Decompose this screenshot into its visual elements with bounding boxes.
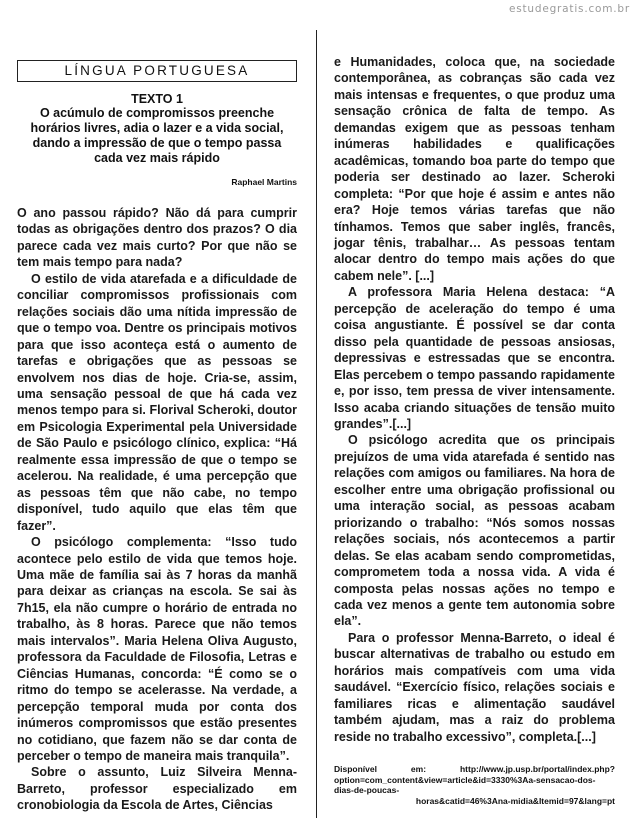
paragraph: A professora Maria Helena destaca: “A percepção de aceleração do tempo é uma coisa angustiante. É possível se dar conta disso pela quantidade de pessoas ansiosas, depressivas e estressadas que se encontra. Elas percebem o tempo passando rapidamente e, por isso, tem pressa de viver intensamente. Isso acaba criando situações de tensão muito grandes”.[...] xyxy=(334,285,615,431)
author-name: Raphael Martins xyxy=(231,177,297,187)
column-divider xyxy=(316,30,317,818)
paragraph: e Humanidades, coloca que, na sociedade contemporânea, as cobranças são cada vez mais intensas e frequentes, o que produz uma sensação crônica de falta de tempo. As demandas exigem que as pessoas tenham inúmeras habilidades e qualificações acadêmicas, tomando boa parte do tempo que poderia ser destinado ao lazer. Scheroki completa: “Por que hoje é assim e antes não era? Hoje temos várias tarefas que não tínhamos. Temos que saber inglês, francês, jogar tênis, trabalhar… As pessoas tentam alocar dentro do tempo mais ações do que cabem nele”. [...] xyxy=(334,55,615,283)
right-column xyxy=(334,54,615,806)
paragraph: O psicólogo acredita que os principais prejuízos de uma vida atarefada é sentido nas relações com amigos ou familiares. Na hora de escolher entre uma obrigação profissional ou uma interação social, as pessoas acabam priorizando o trabalho: “Nós somos nossas relações sociais, nós acontecemos a partir delas. Se elas acabam sendo comprometidas, comprometem toda a nossa vida. A vida é composta pelas nossas ações no tempo e cada vez menos a gente tem autonomia sobre ela”. xyxy=(334,433,615,629)
paragraph: O estilo de vida atarefada e a dificuldade de conciliar compromissos profissionais com relações sociais dão uma nítida impressão de que o tempo voa. Dentre os principais motivos para que isso aconteça está o aumento de tarefas e obrigações que as pessoas se envolvem nos dias de hoje. Cria-se, assim, uma sensação pessoal de que há cada vez menos tempo para si. Florival Scheroki, doutor em Psicologia Experimental pela Universidade de São Paulo e psicólogo clínico, explica: “Há realmente essa impressão de que o tempo se acelerou. Na realidade, é uma percepção que as pessoas têm que não cabe, no tempo disponível, tudo aquilo que elas têm que fazer”. xyxy=(17,271,297,533)
paragraph: O ano passou rápido? Não dá para cumprir todas as obrigações dentro dos prazos? O dia parece cada vez mais curto? Por que não se tem mais tempo para nada? xyxy=(17,206,297,270)
source-citation xyxy=(334,764,615,806)
paragraph: Sobre o assunto, Luiz Silveira Menna-Barreto, professor especializado em cronobiologia da Escola de Artes, Ciências xyxy=(17,765,297,813)
paragraph: Para o professor Menna-Barreto, o ideal é buscar alternativas de trabalho ou estudo em horários mais compatíveis com uma vida saudável. “Exercício físico, relações sociais e familiares ricas e alimentação saudável também ajudam, mas a raiz do problema reside no trabalho excessivo”, completa.[...] xyxy=(334,630,615,744)
paragraph: O psicólogo complementa: “Isso tudo acontece pelo estilo de vida que temos hoje. Uma mãe de família sai às 7 horas da manhã para deixar as crianças na escola. Se sai às 7h15, ela não cumpre o horário de entrada no trabalho, às 8 horas. Parece que não temos mais intervalos”. Maria Helena Oliva Augusto, professora da Faculdade de Filosofia, Letras e Ciências Humanas, concorda: “É como se o ritmo do tempo se acelerasse. Na verdade, a percepção temporal muda por conta dos inúmeros compromissos que estão presentes no cotidiano, que fazem não se dar conta de perceber o tempo de maneira mais tranquila”. xyxy=(17,535,297,763)
section-header: LÍNGUA PORTUGUESA xyxy=(17,60,297,82)
source-line: horas&catid=46%3Ana-midia&Itemid=97&lang=pt xyxy=(415,795,615,806)
left-column xyxy=(17,52,297,814)
text-subtitle: O acúmulo de compromissos preenche horários livres, adia o lazer e a vida social, dando a impressão de que o tempo passa cada vez mais rápido xyxy=(30,106,284,165)
site-watermark: estudegratis.com.br xyxy=(508,3,630,15)
source-line: Disponível em: http://www.jp.usp.br/portal/index.php?option=com_content&view=article&id=3330%3Aa-sensacao-dos-dias-de-poucas- xyxy=(334,764,615,796)
text-title: TEXTO 1 xyxy=(131,92,183,106)
